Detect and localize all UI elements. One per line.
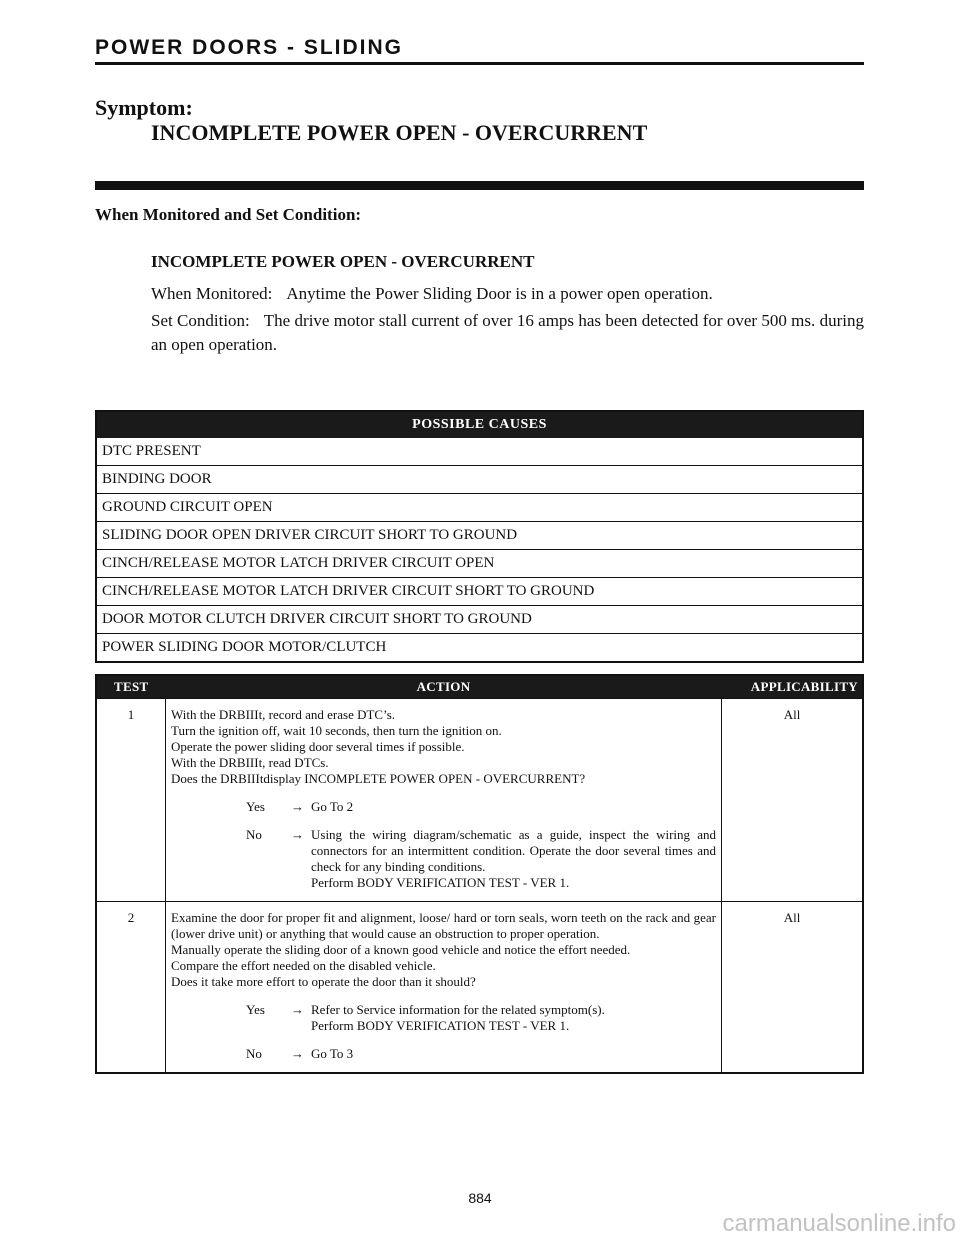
yes-label: Yes: [246, 1002, 265, 1017]
yes-branch: [171, 1002, 716, 1034]
set-condition-text: The drive motor stall current of over 16 amps has been detected for over 500 ms. during an open operation.: [151, 311, 864, 354]
action-line: Manually operate the sliding door of a known good vehicle and notice the effort needed.: [171, 942, 631, 957]
no-result-line: Using the wiring diagram/schematic as a guide, inspect the wiring and connectors for an intermittent condition. Operate the door several times and check for any binding conditions.: [311, 827, 716, 874]
arrow-icon: →: [291, 827, 304, 842]
cause-item: POWER SLIDING DOOR MOTOR/CLUTCH: [97, 633, 862, 661]
action-line: Turn the ignition off, wait 10 seconds, then turn the ignition on.: [171, 723, 502, 738]
yes-result: [311, 799, 716, 815]
test-table-header: [96, 675, 863, 699]
test-row-2: [96, 902, 863, 1074]
action-line: Does it take more effort to operate the door than it should?: [171, 974, 476, 989]
no-result-line: Go To 3: [311, 1046, 354, 1061]
arrow-icon: →: [291, 1046, 304, 1061]
conditions-heading: When Monitored and Set Condition:: [95, 205, 362, 224]
cause-item: DTC PRESENT: [102, 443, 201, 459]
test-applicability: All: [722, 902, 864, 1074]
yes-branch: [171, 799, 716, 815]
page-number: 884: [468, 1190, 492, 1206]
yes-result-line: Perform BODY VERIFICATION TEST - VER 1.: [311, 1018, 570, 1033]
cause-item: CINCH/RELEASE MOTOR LATCH DRIVER CIRCUIT SHORT TO GROUND: [97, 577, 862, 605]
cause-item: GROUND CIRCUIT OPEN: [97, 493, 862, 521]
test-number: 2: [96, 902, 166, 1074]
test-table: [95, 674, 864, 1074]
arrow-icon: →: [291, 799, 304, 814]
no-result: [311, 827, 716, 891]
cause-item: BINDING DOOR: [97, 465, 862, 493]
possible-causes-box: [95, 410, 864, 663]
applicability-column-header: APPLICABILITY: [722, 675, 864, 699]
when-monitored-label: When Monitored:: [151, 284, 273, 303]
symptom-title: INCOMPLETE POWER OPEN - OVERCURRENT: [151, 120, 648, 145]
yes-result-line: Refer to Service information for the related symptom(s).: [311, 1002, 605, 1017]
no-branch: [171, 827, 716, 891]
action-line: Examine the door for proper fit and alignment, loose/ hard or torn seals, worn teeth on the rack and gear (lower drive unit) or anything that would cause an obstruction to proper operation.: [171, 910, 716, 941]
watermark: carmanualsonline.info: [722, 1210, 956, 1237]
set-condition-label: Set Condition:: [151, 311, 250, 330]
header-rule: [95, 62, 864, 65]
no-branch: [171, 1046, 716, 1062]
action-line: Does the DRBIIItdisplay INCOMPLETE POWER OPEN - OVERCURRENT?: [171, 771, 586, 786]
set-condition-line: [151, 309, 864, 357]
symptom-divider: [95, 181, 864, 190]
cause-item: DOOR MOTOR CLUTCH DRIVER CIRCUIT SHORT TO GROUND: [97, 605, 862, 633]
when-monitored-text: Anytime the Power Sliding Door is in a power open operation.: [286, 284, 713, 303]
test-row-1: [96, 699, 863, 902]
action-line: Operate the power sliding door several times if possible.: [171, 739, 465, 754]
cause-item: SLIDING DOOR OPEN DRIVER CIRCUIT SHORT TO GROUND: [97, 521, 862, 549]
conditions-code: INCOMPLETE POWER OPEN - OVERCURRENT: [151, 252, 535, 271]
cause-item: CINCH/RELEASE MOTOR LATCH DRIVER CIRCUIT OPEN: [97, 549, 862, 577]
action-line: Compare the effort needed on the disabled vehicle.: [171, 958, 436, 973]
test-applicability: All: [722, 699, 864, 902]
action-line: With the DRBIIIt, read DTCs.: [171, 755, 329, 770]
test-column-header: TEST: [96, 675, 166, 699]
symptom-label: Symptom:: [95, 95, 193, 120]
possible-causes-heading: POSSIBLE CAUSES: [97, 412, 862, 438]
arrow-icon: →: [291, 1002, 304, 1017]
page-header-title: POWER DOORS - SLIDING: [95, 36, 404, 59]
test-number: 1: [96, 699, 166, 902]
yes-result-line: Go To 2: [311, 799, 354, 814]
no-label: No: [246, 1046, 262, 1061]
yes-label: Yes: [246, 799, 265, 814]
yes-result: [311, 1002, 716, 1034]
when-monitored-line: [151, 282, 864, 306]
action-column-header: ACTION: [166, 675, 722, 699]
no-result: [311, 1046, 716, 1062]
action-line: With the DRBIIIt, record and erase DTC’s.: [171, 707, 396, 722]
no-label: No: [246, 827, 262, 842]
test-action: [166, 699, 722, 902]
test-action: [166, 902, 722, 1074]
no-result-line: Perform BODY VERIFICATION TEST - VER 1.: [311, 875, 570, 890]
